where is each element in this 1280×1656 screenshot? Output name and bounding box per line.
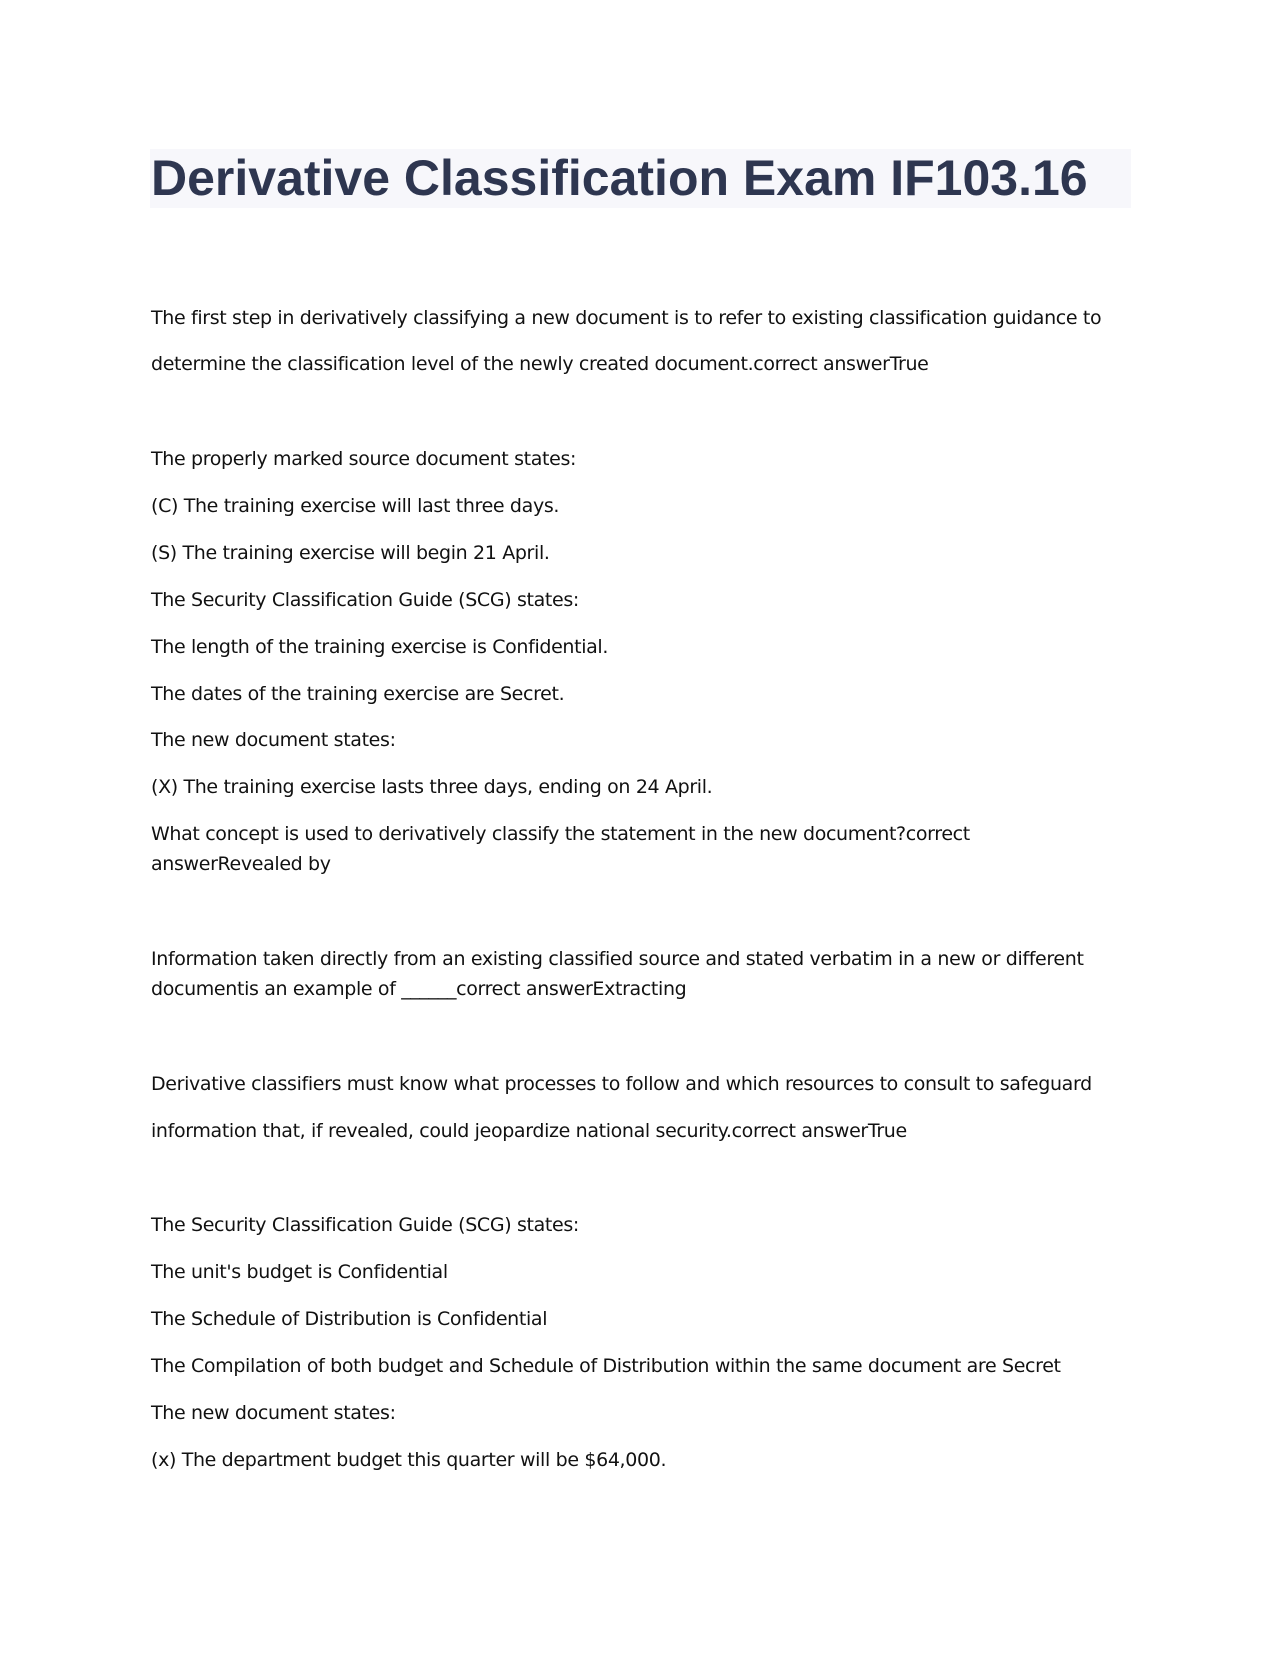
question-5-line-1: The Security Classification Guide (SCG) states: — [151, 1214, 579, 1236]
document-title: Derivative Classification Exam IF103.16 — [151, 150, 1088, 206]
question-4-line-1: Derivative classifiers must know what processes to follow and which resources to consult to safeguard — [151, 1073, 1092, 1095]
question-5-line-3: The Schedule of Distribution is Confidential — [151, 1308, 548, 1330]
question-1-line-2: determine the classification level of the newly created document.correct answerTrue — [151, 353, 929, 375]
question-2-line-9: What concept is used to derivatively classify the statement in the new document?correct — [151, 823, 970, 845]
question-2-line-10: answerRevealed by — [151, 853, 331, 875]
question-2-line-5: The length of the training exercise is Confidential. — [151, 636, 609, 658]
question-2-line-8: (X) The training exercise lasts three days, ending on 24 April. — [151, 776, 713, 798]
question-2-line-2: (C) The training exercise will last three days. — [151, 495, 560, 517]
question-5-line-5: The new document states: — [151, 1402, 396, 1424]
question-2-line-4: The Security Classification Guide (SCG) states: — [151, 589, 579, 611]
question-5-line-6: (x) The department budget this quarter will be $64,000. — [151, 1449, 667, 1471]
question-5-line-4: The Compilation of both budget and Schedule of Distribution within the same document are Secret — [151, 1355, 1061, 1377]
question-4-line-2: information that, if revealed, could jeopardize national security.correct answerTrue — [151, 1120, 907, 1142]
question-2-line-7: The new document states: — [151, 729, 396, 751]
question-2-line-6: The dates of the training exercise are Secret. — [151, 683, 565, 705]
question-2-line-1: The properly marked source document states: — [151, 448, 577, 470]
question-2-line-3: (S) The training exercise will begin 21 April. — [151, 542, 550, 564]
question-3-line-2: documentis an example of ______correct answerExtracting — [151, 978, 687, 1000]
question-1-line-1: The first step in derivatively classifying a new document is to refer to existing classification guidance to — [151, 307, 1102, 329]
question-5-line-2: The unit's budget is Confidential — [151, 1261, 448, 1283]
question-3-line-1: Information taken directly from an existing classified source and stated verbatim in a new or different — [151, 948, 1084, 970]
